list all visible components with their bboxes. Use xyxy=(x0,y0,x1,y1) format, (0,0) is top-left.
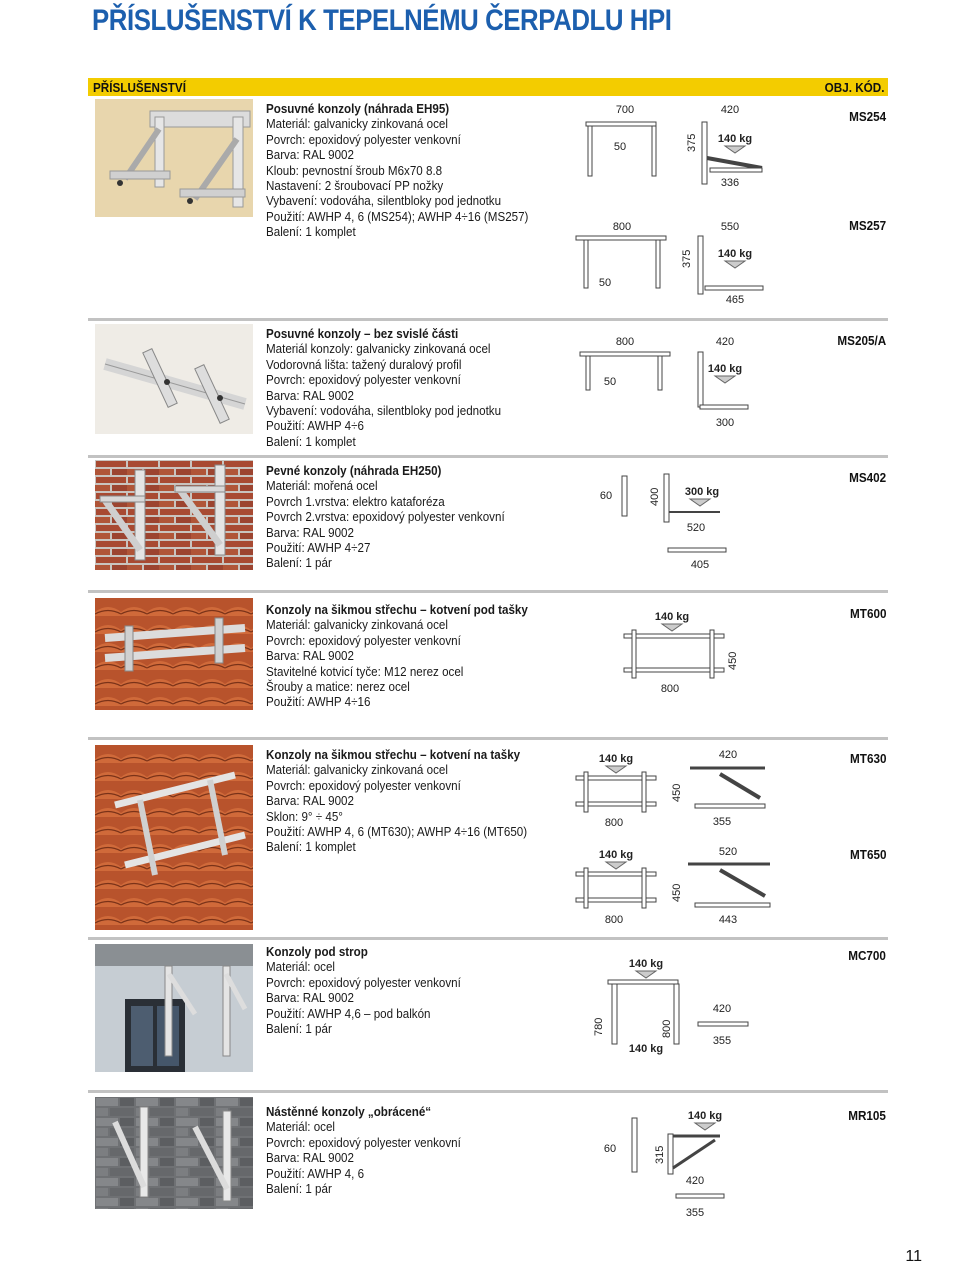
dim-label: 800 xyxy=(660,683,680,695)
product-description-3 xyxy=(266,463,566,571)
spec-line: Materiál: ocel xyxy=(266,1119,336,1135)
spec-line: Barva: RAL 9002 xyxy=(266,147,354,163)
dim-label: 336 xyxy=(720,177,740,189)
spec-line: Materiál: mořená ocel xyxy=(266,478,378,494)
spec-line: Šrouby a matice: nerez ocel xyxy=(266,679,410,695)
dim-label: 450 xyxy=(727,651,739,670)
dim-label: 700 xyxy=(615,104,635,116)
spec-line: Použití: AWHP 4,6 – pod balkón xyxy=(266,1005,431,1021)
spec-line: Povrch 2.vrstva: epoxidový polyester venkovní xyxy=(266,509,505,525)
spec-line: Barva: RAL 9002 xyxy=(266,524,354,540)
dimension-drawing-7 xyxy=(590,1104,770,1222)
product-photo-fixed-brackets xyxy=(95,460,253,570)
spec-line: Povrch: epoxidový polyester venkovní xyxy=(266,1134,461,1150)
product-name: Nástěnné konzoly „obrácené“ xyxy=(266,1104,432,1119)
dim-label: 420 xyxy=(712,1003,732,1015)
product-photo-roof-brackets-under-tiles xyxy=(95,598,253,710)
spec-line: Materiál: galvanicky zinkovaná ocel xyxy=(266,762,448,778)
dimension-drawing-5 xyxy=(570,746,785,930)
dimension-drawing-3 xyxy=(590,468,770,576)
section-divider xyxy=(88,737,888,740)
product-photo-sliding-brackets xyxy=(95,99,253,217)
spec-line: Použití: AWHP 4, 6 xyxy=(266,1165,365,1181)
dim-label: 780 xyxy=(593,1017,605,1036)
dim-label: 60 xyxy=(603,1143,617,1155)
spec-line: Barva: RAL 9002 xyxy=(266,648,354,664)
spec-line: Sklon: 9° ÷ 45° xyxy=(266,808,343,824)
spec-line: Balení: 1 komplet xyxy=(266,839,356,855)
load-label: 140 kg xyxy=(717,248,753,260)
product-name: Konzoly na šikmou střechu – kotvení pod tašky xyxy=(266,602,528,617)
order-code: MS205/A xyxy=(837,333,886,348)
spec-line: Povrch: epoxidový polyester venkovní xyxy=(266,974,461,990)
dim-label: 443 xyxy=(718,914,738,926)
section-divider xyxy=(88,590,888,593)
order-code: MT650 xyxy=(849,847,886,862)
spec-line: Barva: RAL 9002 xyxy=(266,387,354,403)
product-name: Posuvné konzoly (náhrada EH95) xyxy=(266,101,450,116)
load-label: 140 kg xyxy=(687,1110,723,1122)
spec-line: Použití: AWHP 4, 6 (MS254); AWHP 4÷16 (MS257) xyxy=(266,208,529,224)
product-name: Pevné konzoly (náhrada EH250) xyxy=(266,463,442,478)
spec-line: Balení: 1 komplet xyxy=(266,224,356,240)
spec-line: Povrch: epoxidový polyester venkovní xyxy=(266,632,461,648)
spec-line: Barva: RAL 9002 xyxy=(266,990,354,1006)
dim-label: 50 xyxy=(613,141,627,153)
order-code: MS254 xyxy=(848,109,886,124)
spec-line: Materiál: galvanicky zinkovaná ocel xyxy=(266,116,448,132)
spec-line: Použití: AWHP 4÷6 xyxy=(266,418,364,434)
product-description-4 xyxy=(266,602,566,710)
dim-label: 420 xyxy=(715,336,735,348)
load-label: 140 kg xyxy=(598,753,634,765)
dim-label: 420 xyxy=(720,104,740,116)
spec-line: Nastavení: 2 šroubovací PP nožky xyxy=(266,178,444,194)
spec-line: Balení: 1 pár xyxy=(266,555,332,571)
product-photo-inverted-wall-brackets xyxy=(95,1097,253,1209)
dim-label: 550 xyxy=(720,221,740,233)
spec-line: Vybavení: vodováha, silentbloky pod jednotku xyxy=(266,193,502,209)
spec-line: Balení: 1 pár xyxy=(266,1021,332,1037)
dimension-drawing-4 xyxy=(610,606,760,698)
section-divider xyxy=(88,455,888,458)
dim-label: 420 xyxy=(718,749,738,761)
product-name: Konzoly na šikmou střechu – kotvení na tašky xyxy=(266,747,521,762)
dim-label: 60 xyxy=(599,490,613,502)
section-divider xyxy=(88,318,888,321)
spec-line: Povrch: epoxidový polyester venkovní xyxy=(266,372,461,388)
spec-line: Materiál: ocel xyxy=(266,959,336,975)
dimension-drawing-1 xyxy=(570,98,790,310)
spec-line: Materiál konzoly: galvanicky zinkovaná ocel xyxy=(266,341,491,357)
dim-label: 355 xyxy=(712,816,732,828)
spec-line: Povrch 1.vrstva: elektro kataforéza xyxy=(266,493,445,509)
product-photo-rail-brackets xyxy=(95,324,253,434)
dim-label: 465 xyxy=(725,294,745,306)
dim-label: 375 xyxy=(686,133,698,152)
load-label: 140 kg xyxy=(654,611,690,623)
dim-label: 520 xyxy=(686,522,706,534)
product-photo-ceiling-brackets xyxy=(95,944,253,1072)
header-order-code: OBJ. KÓD. xyxy=(824,80,884,95)
load-label: 140 kg xyxy=(628,958,664,970)
dim-label: 800 xyxy=(661,1019,673,1038)
spec-line: Použití: AWHP 4÷16 xyxy=(266,694,371,710)
dim-label: 355 xyxy=(712,1035,732,1047)
dim-label: 450 xyxy=(671,883,683,902)
dim-label: 405 xyxy=(690,559,710,571)
order-code: MC700 xyxy=(848,948,886,963)
spec-line: Barva: RAL 9002 xyxy=(266,1150,354,1166)
page-number: 11 xyxy=(905,1248,922,1265)
load-label: 140 kg xyxy=(707,363,743,375)
dim-label: 800 xyxy=(612,221,632,233)
load-label: 140 kg xyxy=(717,133,753,145)
spec-line: Povrch: epoxidový polyester venkovní xyxy=(266,131,461,147)
dim-label: 315 xyxy=(654,1145,666,1164)
spec-line: Barva: RAL 9002 xyxy=(266,793,354,809)
product-description-5 xyxy=(266,747,566,855)
spec-line: Balení: 1 pár xyxy=(266,1181,332,1197)
dim-label: 400 xyxy=(649,487,661,506)
product-description-2 xyxy=(266,326,566,449)
load-label: 300 kg xyxy=(684,486,720,498)
dimension-drawing-6 xyxy=(590,950,770,1062)
dimension-drawing-2 xyxy=(570,330,790,430)
order-code: MT600 xyxy=(849,606,886,621)
spec-line: Kloub: pevnostní šroub M6x70 8.8 xyxy=(266,162,443,178)
spec-line: Materiál: galvanicky zinkovaná ocel xyxy=(266,617,448,633)
product-photo-roof-brackets-on-tiles xyxy=(95,745,253,930)
dim-label: 800 xyxy=(604,914,624,926)
spec-line: Použití: AWHP 4, 6 (MT630); AWHP 4÷16 (MT650) xyxy=(266,824,528,840)
section-divider xyxy=(88,1090,888,1093)
dim-label: 800 xyxy=(604,817,624,829)
dim-label: 300 xyxy=(715,417,735,429)
order-code: MS402 xyxy=(848,470,886,485)
product-description-1 xyxy=(266,101,566,240)
order-code: MS257 xyxy=(848,218,886,233)
page-title: PŘÍSLUŠENSTVÍ K TEPELNÉMU ČERPADLU HPI xyxy=(92,4,672,37)
dim-label: 450 xyxy=(671,783,683,802)
spec-line: Balení: 1 komplet xyxy=(266,433,356,449)
dim-label: 520 xyxy=(718,846,738,858)
dim-label: 50 xyxy=(603,376,617,388)
dim-label: 420 xyxy=(685,1175,705,1187)
dim-label: 355 xyxy=(685,1207,705,1219)
dim-label: 50 xyxy=(598,277,612,289)
load-label: 140 kg xyxy=(598,849,634,861)
spec-line: Vodorovná lišta: tažený duralový profil xyxy=(266,356,462,372)
header-accessories: PŘÍSLUŠENSTVÍ xyxy=(93,80,186,95)
spec-line: Použití: AWHP 4÷27 xyxy=(266,540,371,556)
load-label: 140 kg xyxy=(628,1043,664,1055)
spec-line: Stavitelné kotvicí tyče: M12 nerez ocel xyxy=(266,663,464,679)
dim-label: 375 xyxy=(681,249,693,268)
product-description-7 xyxy=(266,1104,566,1196)
spec-line: Povrch: epoxidový polyester venkovní xyxy=(266,777,461,793)
product-name: Konzoly pod strop xyxy=(266,944,368,959)
dim-label: 800 xyxy=(615,336,635,348)
spec-line: Vybavení: vodováha, silentbloky pod jednotku xyxy=(266,403,502,419)
order-code: MT630 xyxy=(849,751,886,766)
product-description-6 xyxy=(266,944,566,1036)
section-divider xyxy=(88,937,888,940)
product-name: Posuvné konzoly – bez svislé části xyxy=(266,326,459,341)
section-header-bar xyxy=(88,78,888,96)
order-code: MR105 xyxy=(848,1108,886,1123)
